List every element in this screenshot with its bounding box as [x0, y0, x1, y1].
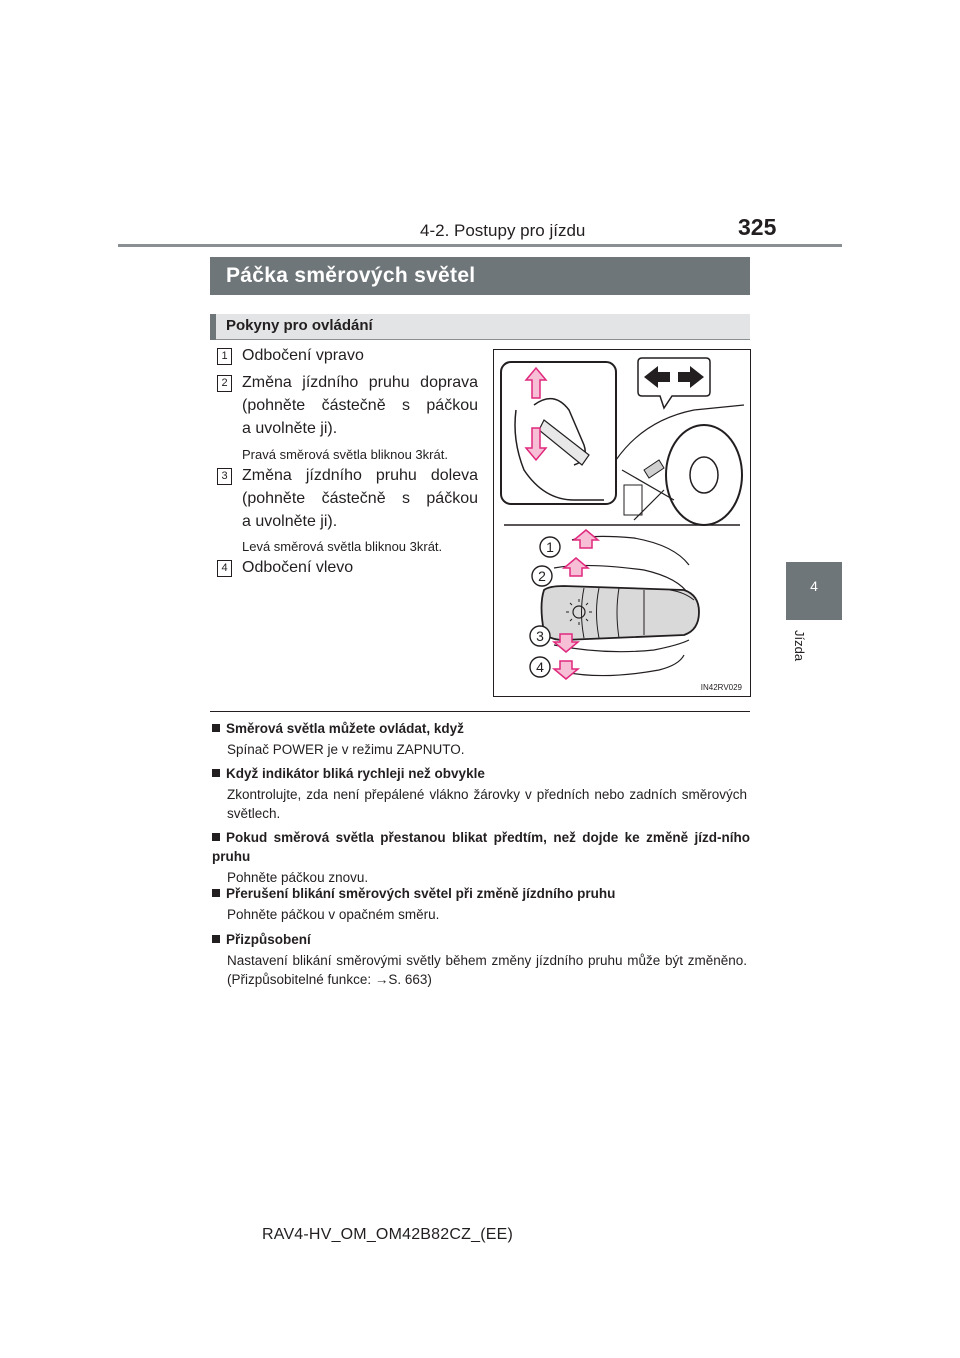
- note-body: Nastavení blikání směrovými světly během změny jízdního pruhu může být změněno. (Přizpůsobitelné funkce: →S. 663): [227, 953, 747, 987]
- list-item-note: Levá směrová světla bliknou 3krát.: [242, 539, 443, 554]
- callout-3: 3: [536, 628, 544, 644]
- chapter-tab-number: 4: [810, 578, 818, 594]
- lever-position-4: [564, 655, 684, 676]
- footer-doc-code: RAV4-HV_OM_OM42B82CZ_(EE): [262, 1226, 513, 1243]
- turn-signal-lever: [542, 586, 700, 640]
- note-heading: Pokud směrová světla přestanou blikat předtím, než dojde ke změně jízd-ního pruhu: [212, 830, 750, 864]
- list-item-continued: a uvolněte ji).: [242, 513, 338, 530]
- arrow-up-partial-icon: [564, 558, 588, 576]
- indicator-bubble: [638, 358, 710, 408]
- section-header: 4-2. Postupy pro jízdu: [420, 221, 586, 240]
- note-heading: Přizpůsobení: [212, 930, 750, 949]
- subtitle-accent: [210, 314, 216, 340]
- turn-signal-illustration: [494, 350, 750, 696]
- item-badge: 3: [217, 468, 232, 485]
- callout-2: 2: [538, 568, 546, 584]
- note-body: Pohněte páčkou znovu.: [227, 870, 369, 885]
- note-heading: Směrová světla můžete ovládat, když: [212, 719, 750, 738]
- arrow-down-full-icon: [554, 661, 578, 679]
- chapter-tab-label: Jízda: [792, 630, 807, 662]
- callout-1: 1: [546, 539, 554, 555]
- callout-4: 4: [536, 659, 544, 675]
- figure-code: IN42RV029: [700, 683, 742, 692]
- list-item-note: Pravá směrová světla bliknou 3krát.: [242, 447, 448, 462]
- note-body: Zkontrolujte, zda není přepálené vlákno žárovky v předních nebo zadních směrových světlech.: [227, 787, 747, 821]
- list-item: Změna jízdního pruhu doprava: [242, 374, 478, 391]
- steering-wheel: [666, 425, 742, 525]
- bullet-square-icon: [212, 769, 220, 777]
- item-badge: 4: [217, 560, 232, 577]
- note-body: Spínač POWER je v režimu ZAPNUTO.: [227, 742, 465, 757]
- page-number: 325: [738, 214, 777, 240]
- dashboard-lines: [616, 405, 744, 520]
- dashboard-buttons: [624, 485, 642, 515]
- item-badge: 2: [217, 375, 232, 392]
- bullet-square-icon: [212, 935, 220, 943]
- list-item-continued: a uvolněte ji).: [242, 420, 338, 437]
- page-title: Páčka směrových světel: [210, 257, 750, 295]
- turn-signal-figure: [493, 349, 751, 697]
- list-item-continued: (pohněte částečně s páčkou: [242, 397, 478, 414]
- list-item: Odbočení vlevo: [242, 559, 354, 576]
- bullet-square-icon: [212, 833, 220, 841]
- lever-dashboard: [644, 460, 664, 478]
- arrow-up-full-icon: [574, 530, 598, 548]
- note-heading: Přerušení blikání směrových světel při změně jízdního pruhu: [212, 884, 750, 903]
- header-rule: [118, 244, 842, 247]
- list-item-continued: (pohněte částečně s páčkou: [242, 490, 478, 507]
- list-item: Odbočení vpravo: [242, 347, 364, 364]
- note-body: Pohněte páčkou v opačném směru.: [227, 907, 440, 922]
- bullet-square-icon: [212, 724, 220, 732]
- item-badge: 1: [217, 348, 232, 365]
- list-item: Změna jízdního pruhu doleva: [242, 467, 478, 484]
- section-divider: [210, 711, 750, 712]
- note-heading: Když indikátor bliká rychleji než obvykle: [212, 764, 750, 783]
- subtitle-text: Pokyny pro ovládání: [226, 317, 373, 334]
- steering-hub: [690, 457, 718, 493]
- bullet-square-icon: [212, 889, 220, 897]
